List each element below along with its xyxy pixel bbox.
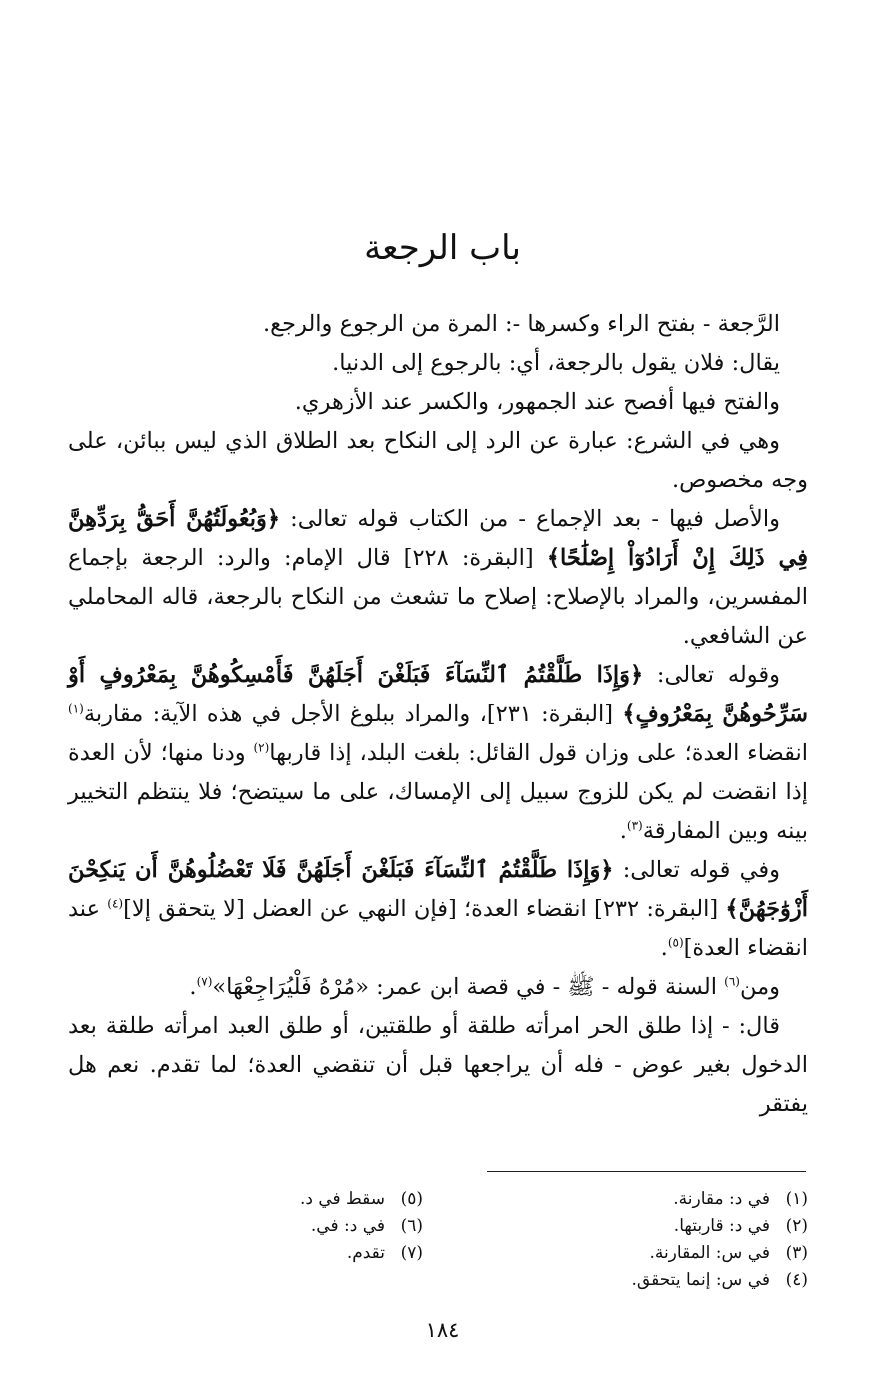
footnote-number: (٧)	[400, 1243, 423, 1263]
footnote-5	[273, 1186, 423, 1213]
paragraph-2: يقال: فلان يقول بالرجعة، أي: بالرجوع إلى الدنيا.	[332, 350, 780, 376]
footnote-text: في د: قاربتها.	[673, 1216, 770, 1236]
main-text	[68, 305, 808, 1124]
footnote-ref-1[interactable]: (١)	[68, 701, 84, 716]
paragraph-8-intro: ومن	[739, 974, 780, 1000]
page-number: ١٨٤	[425, 1318, 460, 1342]
footnote-4	[558, 1267, 808, 1294]
paragraph-6-intro: وقوله تعالى:	[643, 662, 780, 688]
footnote-ref-6[interactable]: (٦)	[724, 974, 740, 989]
footnote-ref-7[interactable]: (٧)	[196, 974, 213, 989]
chapter-title: باب الرجعة	[364, 228, 521, 268]
footnote-number: (١)	[785, 1189, 808, 1209]
footnote-text: في س: إنما يتحقق.	[631, 1270, 770, 1290]
quran-verse-228: ﴿وَبُعُولَتُهُنَّ أَحَقُّ بِرَدِّهِنَّ فِي ذَلِكَ إِنْ أَرَادُوٓاْ إِصْلَٰحًا﴾	[68, 506, 808, 571]
footnote-6	[273, 1213, 423, 1240]
paragraph-6-end: .	[619, 818, 627, 844]
footnote-7	[273, 1240, 423, 1267]
footnote-number: (٥)	[400, 1189, 423, 1209]
paragraph-8-body: السنة قوله - ﷺ - في قصة ابن عمر: «مُرْهُ فَلْيُرَاجِعْهَا»	[212, 974, 725, 1000]
footnote-text: في س: المقارنة.	[649, 1243, 770, 1263]
paragraph-6-body-a: [البقرة: ٢٣١]، والمراد ببلوغ الأجل في هذه الآية: مقاربة	[83, 701, 623, 727]
paragraph-5-intro: والأصل فيها - بعد الإجماع - من الكتاب قوله تعالى:	[280, 506, 780, 532]
quran-verse-232: ﴿وَإِذَا طَلَّقْتُمُ ٱلنِّسَآءَ فَبَلَغْنَ أَجَلَهُنَّ فَلَا تَعْضُلُوهُنَّ أَن يَنكِحْنَ أَزْوَٰجَهُنَّ﴾	[68, 857, 808, 922]
footnote-separator	[487, 1171, 806, 1172]
footnotes-column-left	[273, 1186, 423, 1267]
footnote-number: (٣)	[785, 1243, 808, 1263]
paragraph-6-body-c: ودنا منها؛ لأن العدة إذا انقضت لم يكن للزوج سبيل إلى الإمساك، على ما سيتضح؛ فلا ينتظم التخيير بينه وبين المفارقة	[68, 740, 808, 844]
paragraph-7-intro: وفي قوله تعالى:	[613, 857, 780, 883]
paragraph-5-body: [البقرة: ٢٢٨] قال الإمام: والرد: الرجعة بإجماع المفسرين، والمراد بالإصلاح: إصلاح ما تشعث من النكاح بالرجعة، قاله المحاملي عن الشافعي.	[68, 545, 808, 649]
paragraph-7-body-b: عند انقضاء العدة]	[68, 896, 808, 961]
footnotes-column-right	[558, 1186, 808, 1294]
footnote-number: (٦)	[400, 1216, 423, 1236]
paragraph-7-body-a: [البقرة: ٢٣٢] انقضاء العدة؛ [فإن النهي عن العضل [لا يتحقق إلا]	[123, 896, 726, 922]
quran-verse-231: ﴿وَإِذَا طَلَّقْتُمُ ٱلنِّسَآءَ فَبَلَغْنَ أَجَلَهُنَّ فَأَمْسِكُوهُنَّ بِمَعْرُوفٍ أَوْ سَرِّحُوهُنَّ بِمَعْرُوفٍ﴾	[68, 662, 808, 727]
paragraph-7	[68, 851, 808, 968]
paragraph-8-end: .	[189, 974, 197, 1000]
paragraph-8	[68, 968, 808, 1007]
footnote-ref-2[interactable]: (٢)	[253, 740, 270, 755]
paragraph-6	[68, 656, 808, 851]
footnote-text: تقدم.	[346, 1243, 385, 1263]
footnote-number: (٤)	[785, 1270, 808, 1290]
footnote-1	[558, 1186, 808, 1213]
paragraph-3: والفتح فيها أفصح عند الجمهور، والكسر عند الأزهري.	[294, 389, 780, 415]
paragraph-4: وهي في الشرع: عبارة عن الرد إلى النكاح بعد الطلاق الذي ليس ببائن، على وجه مخصوص.	[68, 428, 808, 493]
footnote-text: في د: في.	[310, 1216, 385, 1236]
paragraph-7-end: .	[660, 935, 668, 961]
footnote-3	[558, 1240, 808, 1267]
paragraph-6-body-b: انقضاء العدة؛ على وزان قول القائل: بلغت البلد، إذا قاربها	[269, 740, 808, 766]
paragraph-1: الرَّجعة - بفتح الراء وكسرها -: المرة من الرجوع والرجع.	[263, 311, 780, 337]
footnote-text: في د: مقارنة.	[673, 1189, 770, 1209]
footnote-text: سقط في د.	[299, 1189, 385, 1209]
footnote-ref-3[interactable]: (٣)	[626, 818, 643, 833]
paragraph-5	[68, 500, 808, 656]
footnote-ref-5[interactable]: (٥)	[667, 935, 684, 950]
footnote-number: (٢)	[785, 1216, 808, 1236]
paragraph-9: قال: - إذا طلق الحر امرأته طلقة أو طلقتين، أو طلق العبد امرأته طلقة بعد الدخول بغير عوض - فله أن يراجعها قبل أن تنقضي العدة؛ لما تقدم. نعم هل يفتقر	[68, 1013, 808, 1117]
footnote-2	[558, 1213, 808, 1240]
footnote-ref-4[interactable]: (٤)	[107, 896, 124, 911]
